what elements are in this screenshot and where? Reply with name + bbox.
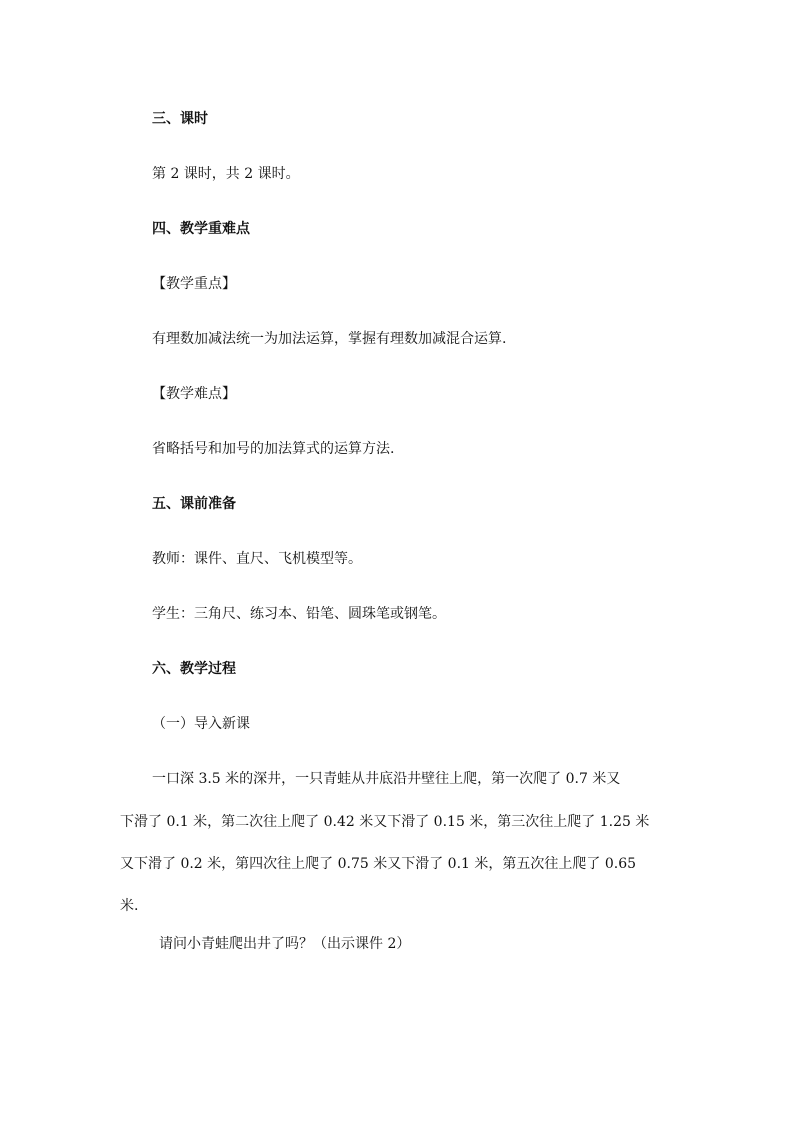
intro-paragraph-line-4: 米.: [120, 898, 139, 914]
key-points-label: 【教学重点】: [152, 276, 236, 292]
intro-paragraph-line-2: 下滑了 0.1 米，第二次往上爬了 0.42 米又下滑了 0.15 米，第三次往上爬了 1.25 米: [120, 814, 650, 830]
section-heading-teaching-process: 六、教学过程: [152, 661, 236, 677]
intro-paragraph-line-3: 又下滑了 0.2 米，第四次往上爬了 0.75 米又下滑了 0.1 米，第五次往上爬了 0.65: [120, 856, 637, 872]
intro-question-text: 请问小青蛙爬出井了吗？（出示课件 2）: [159, 936, 411, 952]
section-heading-preparation: 五、课前准备: [152, 496, 236, 512]
difficult-points-label: 【教学难点】: [152, 386, 236, 402]
difficult-points-text: 省略括号和加号的加法算式的运算方法.: [152, 441, 395, 457]
key-points-text: 有理数加减法统一为加法运算，掌握有理数加减混合运算.: [152, 331, 507, 347]
section-heading-key-difficult: 四、教学重难点: [152, 221, 250, 237]
student-preparation-text: 学生：三角尺、练习本、铅笔、圆珠笔或钢笔。: [152, 606, 446, 622]
class-hours-text: 第 2 课时，共 2 课时。: [152, 166, 300, 182]
subsection-heading-intro: （一）导入新课: [152, 716, 250, 732]
intro-paragraph-line-1: 一口深 3.5 米的深井，一只青蛙从井底沿井壁往上爬，第一次爬了 0.7 米又: [152, 771, 621, 787]
teacher-preparation-text: 教师：课件、直尺、飞机模型等。: [152, 551, 362, 567]
section-heading-class-hours: 三、课时: [152, 111, 208, 127]
